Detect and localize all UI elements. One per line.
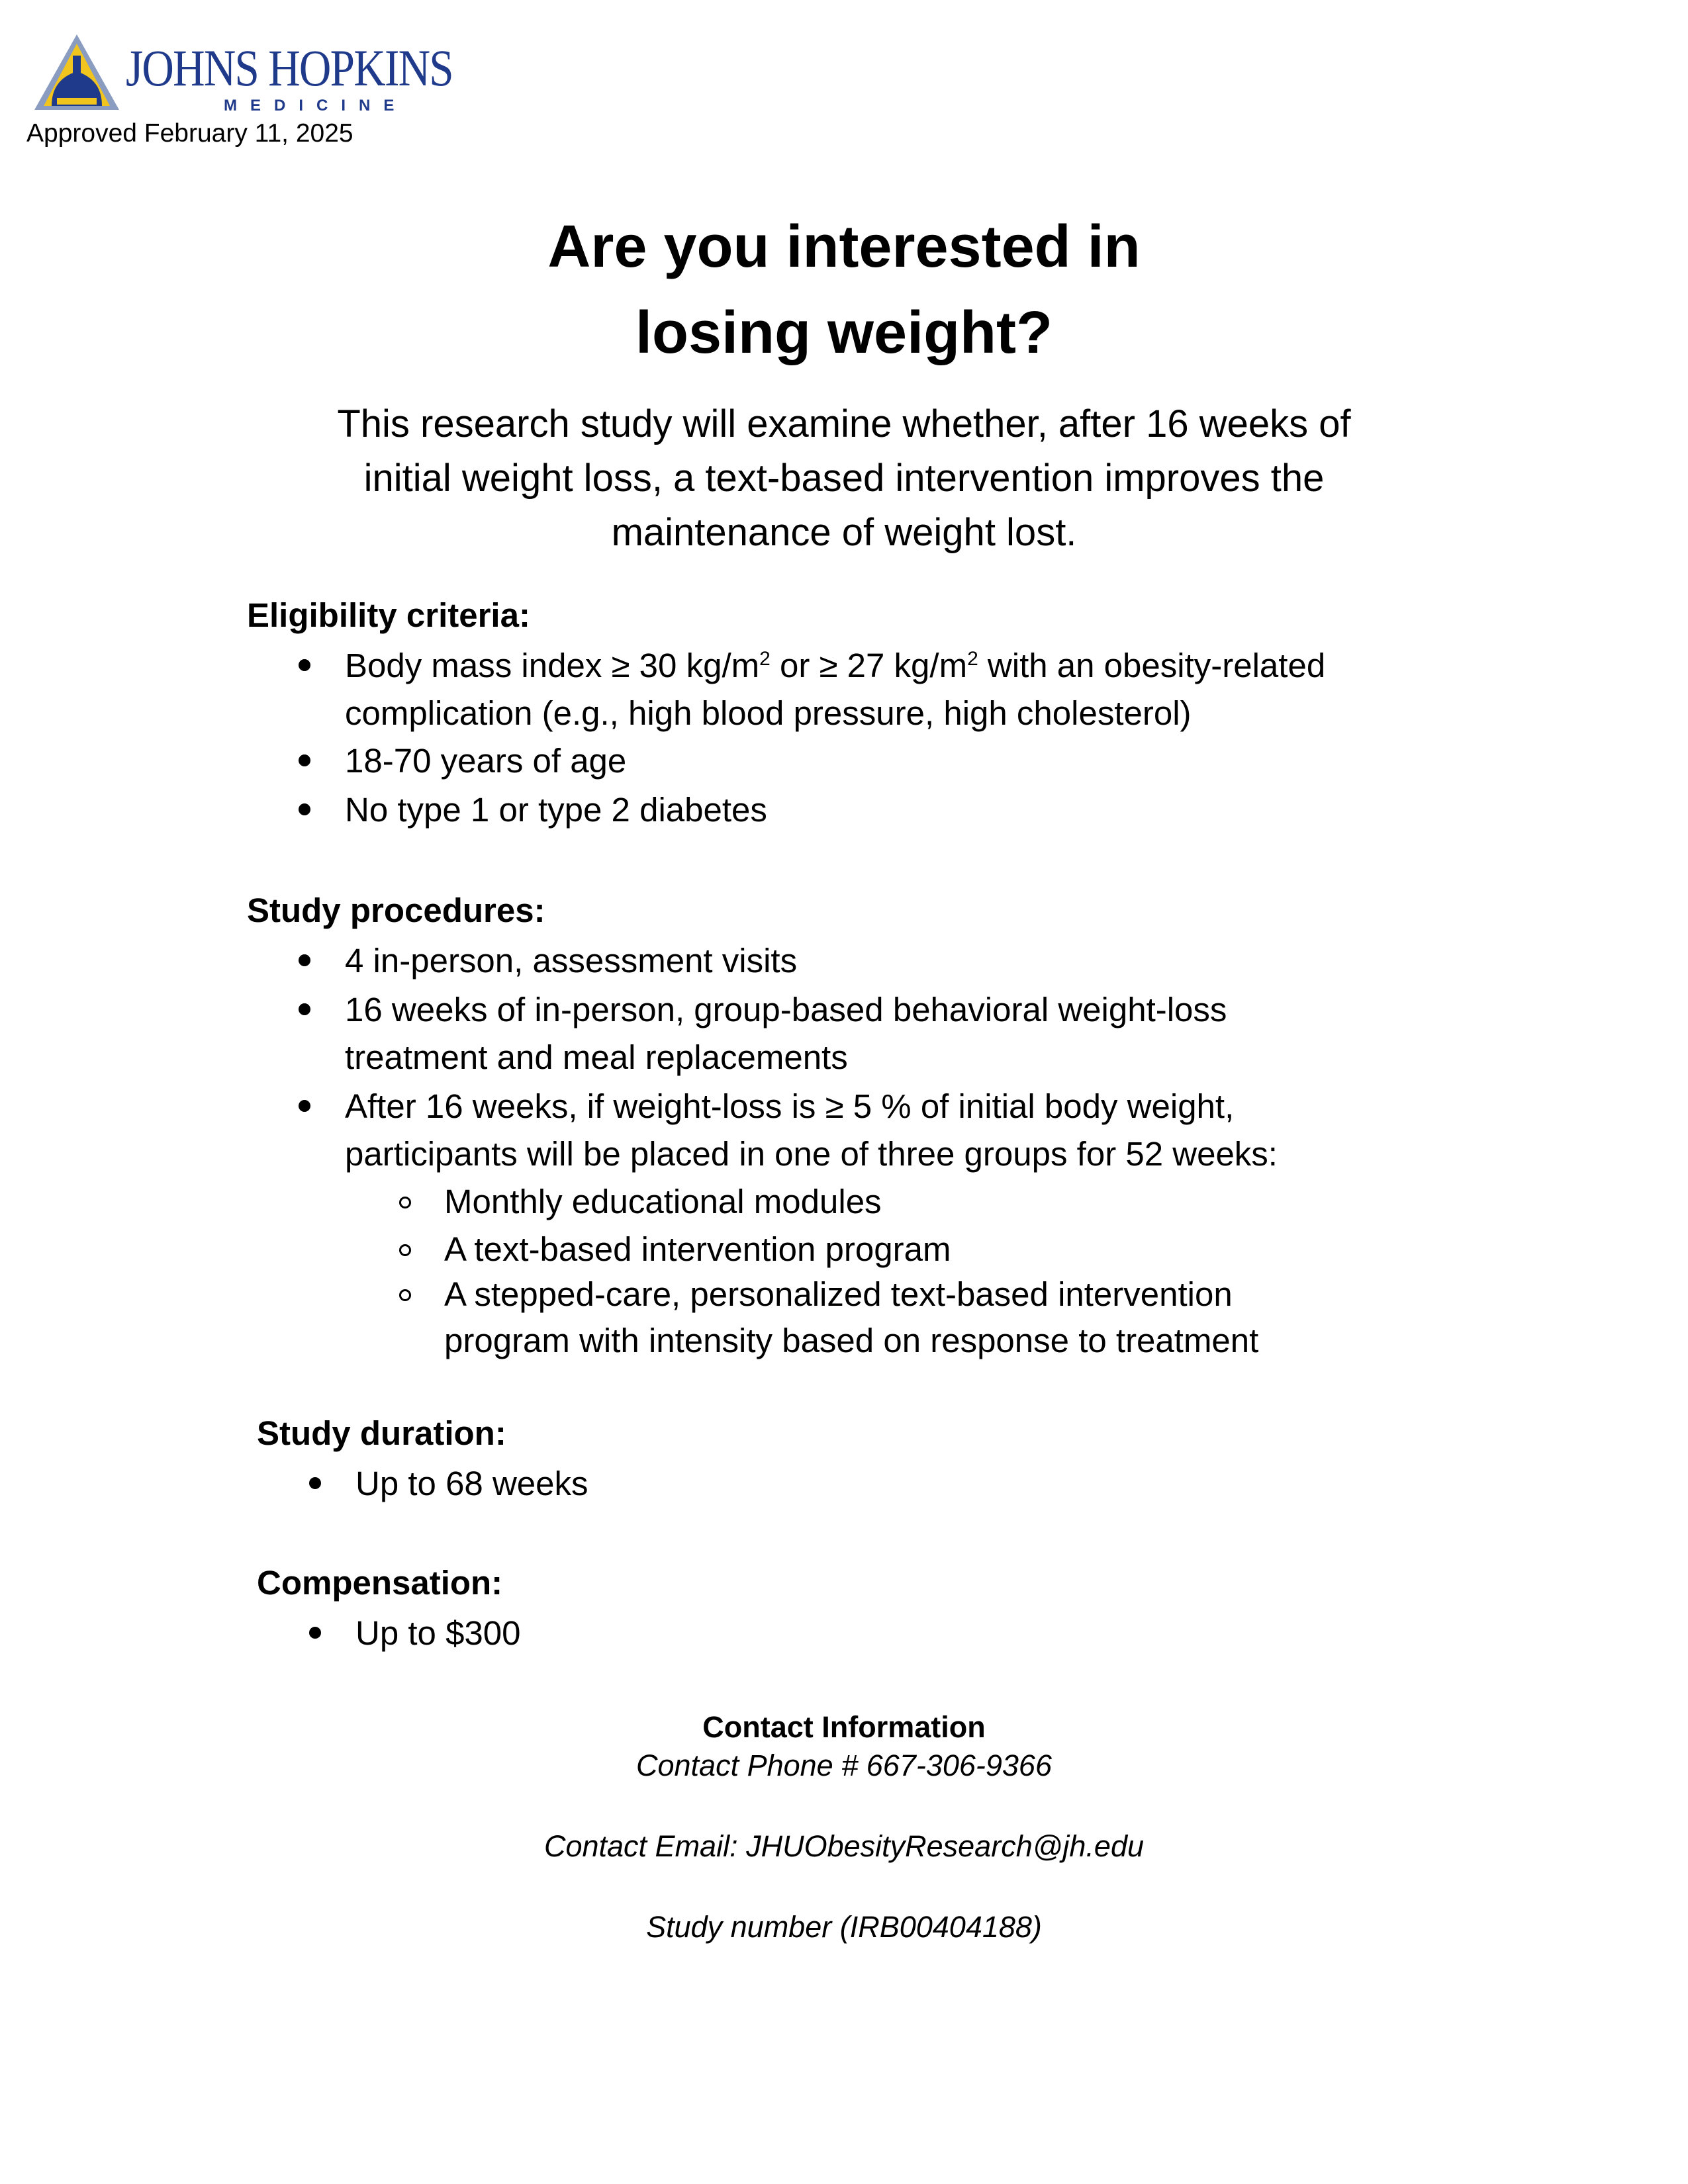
compensation-heading: Compensation: — [257, 1564, 503, 1602]
eligibility-item-bmi: Body mass index ≥ 30 $kg/m^2$ or ≥ 27 $kg/m^2$ with an obesity-related — [345, 647, 1326, 684]
contact-phone: Contact Phone # 667-306-9366 — [636, 1749, 1052, 1782]
eligibility-item-diabetes: No type 1 or type 2 diabetes — [345, 791, 767, 829]
procedure-item-treatment-continuation: treatment and meal replacements — [345, 1038, 848, 1076]
duration-item: Up to 68 weeks — [355, 1465, 588, 1502]
eligibility-item-age: 18-70 years of age — [345, 742, 627, 780]
group-item-text: A text-based intervention program — [444, 1230, 951, 1268]
sub-bullet-icon — [399, 1289, 411, 1301]
procedure-item-after-continuation: participants will be placed in one of three groups for 52 weeks: — [345, 1135, 1278, 1173]
intro-line-3: maintenance of weight lost. — [611, 511, 1077, 554]
procedure-item-treatment: 16 weeks of in-person, group-based behavioral weight-loss — [345, 991, 1227, 1028]
bullet-icon — [299, 1100, 310, 1112]
title-line-1: Are you interested in — [547, 214, 1141, 280]
group-item-stepped-care-continuation: program with intensity based on response to treatment — [444, 1322, 1259, 1359]
intro-line-2: initial weight loss, a text-based intervention improves the — [363, 457, 1325, 500]
group-item-stepped-care: A stepped-care, personalized text-based intervention — [444, 1275, 1233, 1313]
study-description — [0, 397, 1688, 560]
group-item-monthly: Monthly educational modules — [444, 1183, 882, 1220]
intro-line-1: This research study will examine whether, after 16 weeks of — [337, 402, 1351, 445]
compensation-item: Up to $300 — [355, 1614, 521, 1652]
bullet-icon — [299, 659, 310, 671]
sub-bullet-icon — [399, 1197, 411, 1208]
eligibility-item-bmi-continuation: complication (e.g., high blood pressure, high cholesterol) — [345, 694, 1192, 732]
bullet-icon — [299, 754, 310, 766]
procedures-heading: Study procedures: — [247, 891, 545, 929]
logo-subtitle: MEDICINE — [224, 97, 408, 114]
page-title — [0, 204, 1688, 376]
procedure-item-after: After 16 weeks, if weight-loss is ≥ 5 % of initial body weight, — [345, 1087, 1235, 1125]
contact-heading: Contact Information — [702, 1710, 986, 1744]
approval-date: Approved February 11, 2025 — [26, 119, 353, 148]
eligibility-heading: Eligibility criteria: — [247, 596, 530, 634]
johns-hopkins-logo — [32, 32, 455, 118]
bullet-icon — [299, 954, 310, 966]
duration-heading: Study duration: — [257, 1414, 506, 1452]
procedure-item-visits: 4 in-person, assessment visits — [345, 942, 798, 979]
sub-bullet-icon — [399, 1244, 411, 1256]
bullet-icon — [299, 1003, 310, 1015]
bullet-icon — [299, 803, 310, 815]
title-line-2: losing weight? — [635, 300, 1053, 366]
logo-wordmark: JOHNS HOPKINS — [126, 39, 453, 97]
study-number: Study number (IRB00404188) — [646, 1910, 1042, 1944]
bullet-icon — [309, 1627, 321, 1639]
contact-email: Contact Email: JHUObesityResearch@jh.edu — [543, 1829, 1145, 1863]
dome-shield-icon — [32, 32, 122, 114]
bullet-icon — [309, 1477, 321, 1489]
